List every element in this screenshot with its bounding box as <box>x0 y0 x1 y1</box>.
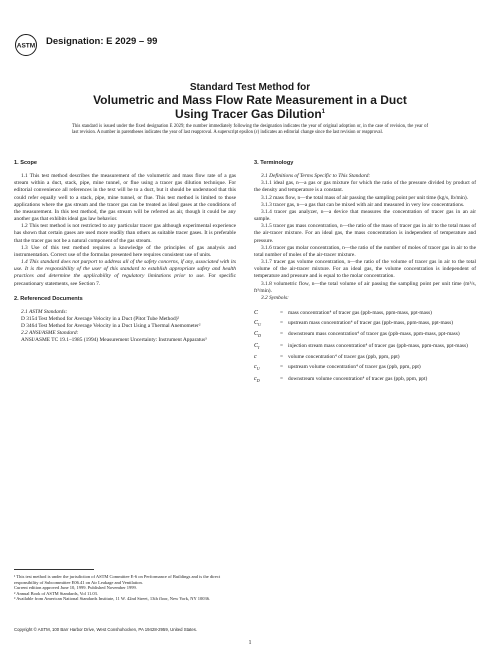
term-definition: 3.1.6 tracer gas molar concentration, n—the ratio of the number of moles of tracer gas in air to the total number of moles of the air-tracer mixture. <box>254 244 476 258</box>
svg-text:ASTM: ASTM <box>16 42 36 50</box>
scope-para: 1.1 This test method describes the measurement of the volumetric and mass flow rate of a gas stream within a duct, stack, pipe, mine tunnel, or flue using a tracer gas dilution technique. For editorial convenience all references in the text will be to a duct, but it should be understood that this could refer equally well to a stack, pipe, mine tunnel, or flue. This test method is limited to those applications where the gas stream and the tracer gas can be treated as ideal gases at the conditions of the measurement. In this test method, the gas stream will be referred as air, though it could be any another gas that exhibits ideal gas law behavior. <box>14 173 236 223</box>
term-definition: 3.1.4 tracer gas analyzer, n—a device that measures the concentration of tracer gas in an air sample. <box>254 208 476 223</box>
term-definition: 3.1.5 tracer gas mass concentration, n—the ratio of the mass of tracer gas in air to the total mass of the air-tracer mixture. For an ideal gas, the mass concentration is independent of temperature and pressure. <box>254 223 476 244</box>
footnote: Current edition approved June 10, 1999. Published November 1999. <box>14 585 137 591</box>
term-definition: 3.1.2 mass flow, n—the total mass of air passing the sampling point per unit time (kg/s, lb/min). <box>261 194 469 201</box>
scope-para: 1.3 Use of this test method requires a knowledge of the principles of gas analysis and instrumentation. Correct use of the formulas presented here requires consistent use of units. <box>14 244 236 258</box>
astm-logo <box>14 33 40 57</box>
title-line-3: Using Tracer Gas Dilution$^1$ <box>174 107 326 121</box>
footnotes <box>14 574 236 602</box>
symbol-row: $c_U$ = upstream volume concentration⁴ of tracer gas (ppb, ppm, ppt) <box>254 364 421 372</box>
symbol-row: $C_D$ = downstream mass concentration⁴ of tracer gas (ppb-mass, ppm-mass, ppt-mass) <box>254 331 460 339</box>
scope-heading: 1. Scope <box>14 160 38 166</box>
right-column <box>254 160 476 387</box>
symbol-row: c = volume concentration⁴ of tracer gas (ppb, ppm, ppt) <box>254 354 400 361</box>
issue-note: This standard is issued under the fixed designation E 2029; the number immediately following the designation indicates the year of original adoption or, in the case of revision, the year of last revision. A number in parentheses indicates the year of last reapproval. A superscript epsilon (ε) indicates an editorial change since the last revision or reapproval. <box>72 124 428 135</box>
references-heading: 2. Referenced Documents <box>14 295 83 302</box>
reference-item: D 3154 Test Method for Average Velocity in a Duct (Pitot Tube Method)² <box>21 315 180 322</box>
scope-para: 1.2 This test method is not restricted to any particular tracer gas although experimental experience has shown that certain gases are used more readily than others as suitable tracer gases. It is preferable that the tracer gas not be a natural component of the gas stream. <box>14 223 236 244</box>
symbol-row: C = mass concentration⁴ of tracer gas (ppb-mass, ppm-mass, ppt-mass) <box>254 309 432 316</box>
page-number: 1 <box>248 640 252 646</box>
footnote: ³ Available from American National Standards Institute, 11 W. 42nd Street, 13th floor, New York, NY 10036. <box>14 596 211 602</box>
title-line-2: Volumetric and Mass Flow Rate Measurement in a Duct <box>93 93 407 107</box>
term-definition: 3.1.3 tracer gas, n—a gas that can be mixed with air and measured in very low concentrations. <box>261 201 465 208</box>
reference-item: 2.2 ANSI/ASME Standard: <box>21 330 79 337</box>
term-definition: 3.1.7 tracer gas volume concentration, n—the ratio of the volume of tracer gas in air to the total volume of the air-tracer mixture. For an ideal gas, the volume concentration is independent of temperature and pressure and is equal to the molar concentration. <box>254 259 476 280</box>
scope-safety: 1.4 This standard does not purport to address all of the safety concerns, if any, associated with its use. It is the responsibility of the user of this standard to establish appropriate safety and health practices and determine the applicability of regulatory limitations prior to use. For specific precautionary statements, see Section 7. <box>14 259 236 287</box>
symbols-heading: 3.2 Symbols: <box>261 294 289 301</box>
term-definition: 3.1.1 ideal gas, n—a gas or gas mixture for which the ratio of the pressure divided by product of the density and temperature is a constant. <box>254 180 476 194</box>
designation: Designation: E 2029 – 99 <box>46 36 158 47</box>
terminology-heading: 3. Terminology <box>254 160 294 166</box>
terminology-subheading: 3.1 Definitions of Terms Specific to This Standard: <box>261 173 371 180</box>
footnote: ² Annual Book of ASTM Standards, Vol 11.03. <box>14 590 99 596</box>
footnote-rule <box>14 569 94 570</box>
symbol-row: $C_I$ = injection stream mass concentration⁴ of tracer gas (ppb-mass, ppm-mass, ppt-mass) <box>254 342 468 350</box>
term-definition: 3.1.8 volumetric flow, n—the total volume of air passing the sampling point per unit time (m³/s, ft³/min). <box>254 280 476 294</box>
footnote: ¹ This test method is under the jurisdiction of ASTM Committee E-6 on Performance of Buildings and is the direct responsibility of Subcommittee E06.41 on Air Leakage and Ventilation. <box>14 574 221 585</box>
reference-item: D 3464 Test Method for Average Velocity in a Duct Using a Thermal Anemometer² <box>21 323 201 330</box>
symbol-row: $c_D$ = downstream volume concentration⁴ of tracer gas (ppb, ppm, ppt) <box>254 375 428 383</box>
copyright: Copyright © ASTM, 100 Barr Harbor Drive, West Conshohocken, PA 19428-2959, United States. <box>14 627 198 632</box>
reference-item: 2.1 ASTM Standards: <box>21 308 68 315</box>
reference-item: ANSI/ASME TC 19.1–1985 (1994) Measurement Uncertainty: Instrument Apparatus³ <box>21 337 207 344</box>
document-title <box>0 82 500 120</box>
symbol-row: $C_U$ = upstream mass concentration⁴ of tracer gas (ppb-mass, ppm-mass, ppt-mass) <box>254 320 454 328</box>
title-line-1: Standard Test Method for <box>189 82 311 93</box>
left-column <box>14 160 236 345</box>
